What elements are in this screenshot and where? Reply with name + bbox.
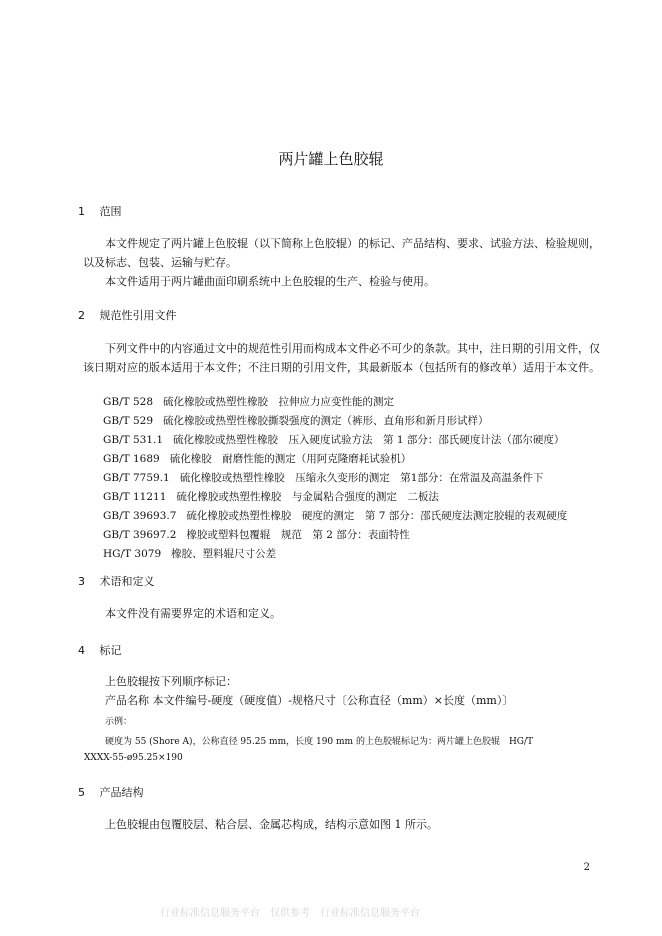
example-line-1: 硬度为 55 (Shore A)，公称直径 95.25 mm，长度 190 mm 的上色胶辊标记为：两片罐上色胶辊 HG/T (105, 737, 534, 747)
page-title: 两片罐上色胶辊 (278, 150, 384, 168)
section-number: 2 (78, 309, 85, 322)
scope-text-1: 本文件规定了两片罐上色胶辊（以下简称上色胶辊）的标记、产品结构、要求、试验方法、检验规则，以及标志、包装、运输与贮存。 (83, 237, 600, 269)
reference-code: GB/T 528 (103, 396, 154, 408)
reference-item (103, 527, 410, 542)
section-title: 术语和定义 (99, 575, 155, 588)
reference-code: GB/T 11211 (103, 491, 167, 503)
reference-title: 橡胶、塑料辊尺寸公差 (171, 548, 277, 560)
section-heading-1 (78, 203, 122, 219)
normative-intro (83, 339, 603, 377)
reference-title: 硫化橡胶或热塑性橡胶 硬度的测定 第 7 部分：邵氏硬度法测定胶辊的表观硬度 (186, 510, 568, 522)
page-number: 2 (583, 862, 590, 873)
structure-text: 上色胶辊由包覆胶层、粘合层、金属芯构成，结构示意如图 1 所示。 (105, 818, 438, 831)
reference-code: GB/T 529 (103, 415, 154, 427)
terms-text: 本文件没有需要界定的术语和定义。 (105, 607, 281, 620)
reference-code: GB/T 39697.2 (103, 529, 177, 541)
section-heading-3 (78, 573, 155, 589)
example-label: 示例： (105, 717, 133, 727)
scope-paragraph-2 (83, 272, 603, 291)
scope-text-2: 本文件适用于两片罐曲面印刷系统中上色胶辊的生产、检验与使用。 (105, 275, 435, 288)
section-number: 1 (78, 205, 85, 218)
scope-paragraph-1 (83, 234, 603, 272)
terms-paragraph (83, 604, 603, 623)
section-heading-4 (78, 642, 122, 658)
reference-item (103, 413, 489, 428)
section-title: 范围 (99, 205, 122, 218)
section-number: 5 (78, 786, 85, 799)
watermark: 行业标准信息服务平台 仅供参考 行业标准信息服务平台 (160, 908, 420, 918)
reference-title: 硫化橡胶或热塑性橡胶撕裂强度的测定（裤形、直角形和新月形试样） (163, 415, 489, 427)
reference-item (103, 432, 564, 447)
reference-code: GB/T 1689 (103, 453, 160, 465)
section-title: 标记 (99, 644, 122, 657)
reference-item (103, 394, 394, 409)
section-number: 4 (78, 644, 85, 657)
reference-code: GB/T 7759.1 (103, 472, 170, 484)
marking-intro: 上色胶辊按下列顺序标记： (105, 675, 237, 688)
section-heading-2 (78, 307, 177, 323)
section-title: 产品结构 (99, 786, 144, 799)
structure-paragraph (83, 815, 603, 834)
section-heading-5 (78, 784, 144, 800)
reference-title: 橡胶或塑料包覆辊 规范 第 2 部分：表面特性 (186, 529, 410, 541)
reference-item (103, 508, 567, 523)
section-title: 规范性引用文件 (99, 309, 177, 322)
reference-item (103, 489, 439, 504)
reference-title: 硫化橡胶 耐磨性能的测定（用阿克隆磨耗试验机） (169, 453, 412, 465)
reference-code: HG/T 3079 (103, 548, 162, 560)
reference-item (103, 546, 276, 561)
reference-code: GB/T 39693.7 (103, 510, 177, 522)
reference-title: 硫化橡胶或热塑性橡胶 拉伸应力应变性能的测定 (163, 396, 395, 408)
section-number: 3 (78, 575, 85, 588)
normative-intro-text: 下列文件中的内容通过文中的规范性引用而构成本文件必不可少的条款。其中，注日期的引用文件，仅该日期对应的版本适用于本文件；不注日期的引用文件，其最新版本（包括所有的修改单）适用于本文件。 (83, 342, 600, 374)
reference-item (103, 470, 543, 485)
reference-title: 硫化橡胶或热塑性橡胶 压缩永久变形的测定 第1部分：在常温及高温条件下 (179, 472, 544, 484)
reference-title: 硫化橡胶或热塑性橡胶 压入硬度试验方法 第 1 部分：邵氏硬度计法（邵尔硬度） (173, 434, 565, 446)
marking-format: 产品名称 本文件编号-硬度（硬度值）-规格尺寸〔公称直径（mm）×长度（mm）〕 (105, 694, 514, 707)
reference-item (103, 451, 411, 466)
example-line-2: XXXX-55-ø95.25×190 (84, 753, 183, 763)
reference-title: 硫化橡胶或热塑性橡胶 与金属粘合强度的测定 二板法 (176, 491, 439, 503)
reference-code: GB/T 531.1 (103, 434, 164, 446)
